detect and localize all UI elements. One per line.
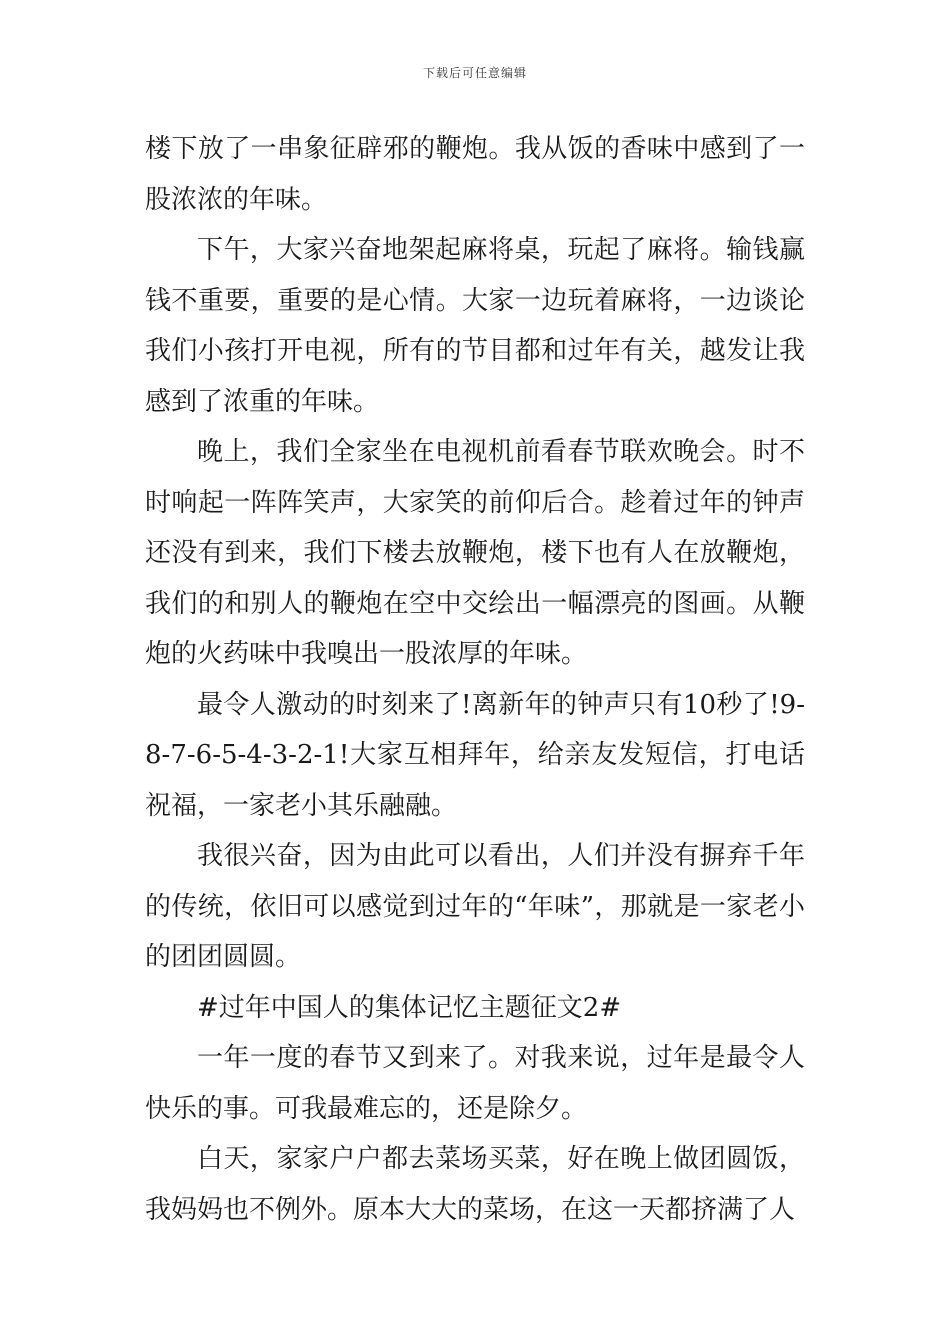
- section-heading: #过年中国人的集体记忆主题征文2#: [197, 992, 622, 1023]
- paragraph: 楼下放了一串象征辟邪的鞭炮。我从饭的香味中感到了一股浓浓的年味。: [145, 134, 805, 215]
- paragraph: 最令人激动的时刻来了!离新年的钟声只有10秒了!9-8-7-6-5-4-3-2-1!大家互相拜年，给亲友发短信，打电话祝福，一家老小其乐融融。: [145, 689, 805, 821]
- paragraph: 下午，大家兴奋地架起麻将桌，玩起了麻将。输钱赢钱不重要，重要的是心情。大家一边玩着麻将，一边谈论我们小孩打开电视，所有的节目都和过年有关，越发让我感到了浓重的年味。: [145, 235, 805, 417]
- paragraph: 我很兴奋，因为由此可以看出，人们并没有摒弃千年的传统，依旧可以感觉到过年的“年味”，那就是一家老小的团团圆圆。: [145, 841, 805, 972]
- paragraph: 晚上，我们全家坐在电视机前看春节联欢晚会。时不时响起一阵阵笑声，大家笑的前仰后合。趁着过年的钟声还没有到来，我们下楼去放鞭炮，楼下也有人在放鞭炮，我们的和别人的鞭炮在空中交绘出一幅漂亮的图画。从鞭炮的火药味中我嗅出一股浓厚的年味。: [145, 437, 805, 669]
- paragraph: 一年一度的春节又到来了。对我来说，过年是最令人快乐的事。可我最难忘的，还是除夕。: [145, 1043, 805, 1124]
- page-header: 下载后可任意编辑: [422, 66, 527, 80]
- paragraph: 白天，家家户户都去菜场买菜，好在晚上做团圆饭，我妈妈也不例外。原本大大的菜场，在这一天都挤满了人: [145, 1144, 805, 1225]
- document-body: [145, 124, 805, 1235]
